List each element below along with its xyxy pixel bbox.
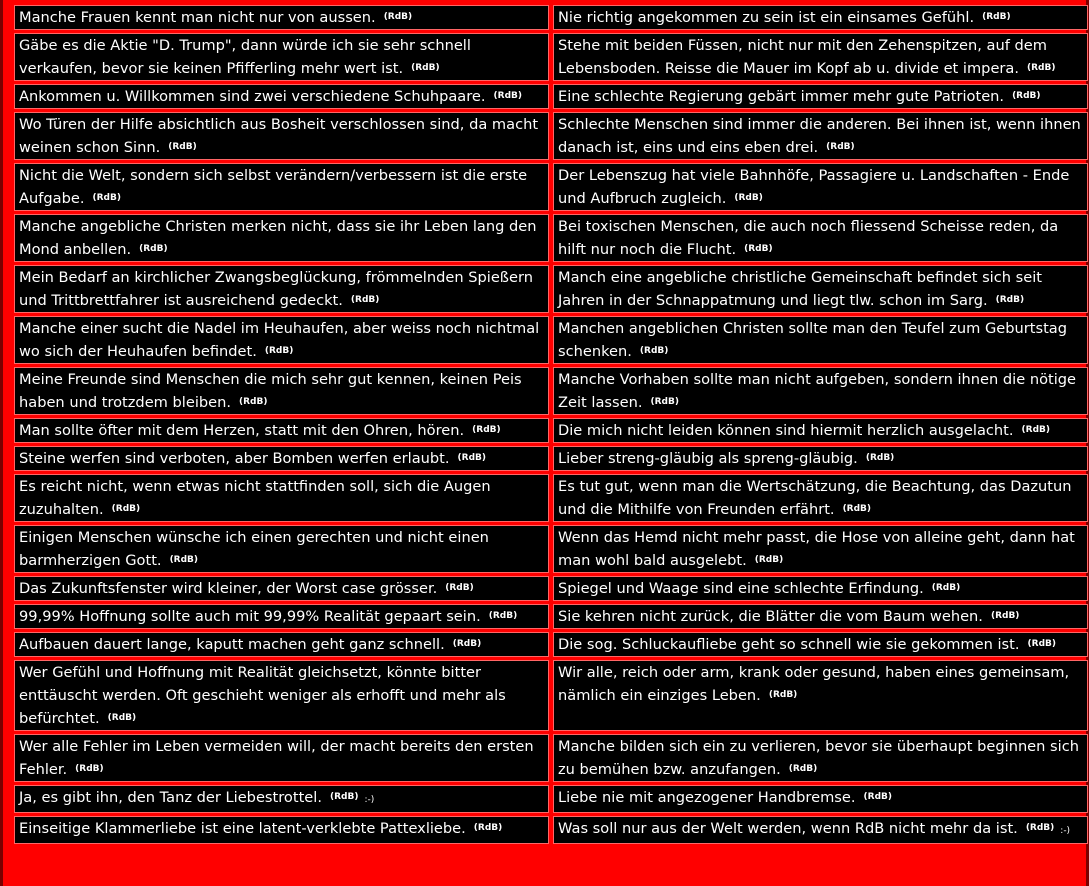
quote-cell-left bbox=[14, 660, 549, 731]
author-signature: (RdB) bbox=[744, 244, 773, 254]
quote-text: Ja, es gibt ihn, den Tanz der Liebestrottel. bbox=[19, 789, 322, 806]
quote-row bbox=[14, 785, 1088, 813]
quote-cell-left bbox=[14, 446, 549, 471]
quote-text: Es reicht nicht, wenn etwas nicht stattfinden soll, sich die Augen zuzuhalten. bbox=[19, 478, 491, 518]
quote-cell-right bbox=[553, 734, 1088, 782]
quote-cell-right bbox=[553, 265, 1088, 313]
quote-text: Sie kehren nicht zurück, die Blätter die vom Baum wehen. bbox=[558, 608, 983, 625]
quote-row bbox=[14, 84, 1088, 109]
author-signature: (RdB) bbox=[995, 295, 1025, 305]
quote-text: Wir alle, reich oder arm, krank oder gesund, haben eines gemeinsam, nämlich ein einziges Leben. bbox=[558, 664, 1070, 704]
quote-row bbox=[14, 446, 1088, 471]
quote-text: Die mich nicht leiden können sind hiermit herzlich ausgelacht. bbox=[558, 422, 1014, 439]
quote-cell-left bbox=[14, 604, 549, 629]
quote-text: Steine werfen sind verboten, aber Bomben werfen erlaubt. bbox=[19, 450, 450, 467]
quote-cell-left bbox=[14, 214, 549, 262]
author-signature: (RdB) bbox=[92, 193, 121, 203]
quote-cell-left bbox=[14, 5, 549, 30]
quote-cell-left bbox=[14, 84, 549, 109]
quote-text: Es tut gut, wenn man die Wertschätzung, die Beachtung, das Dazutun und die Mithilfe von Freunden erfährt. bbox=[558, 478, 1072, 518]
author-signature: (RdB) bbox=[842, 504, 872, 514]
quote-row bbox=[14, 5, 1088, 30]
quote-text: Das Zukunftsfenster wird kleiner, der Worst case grösser. bbox=[19, 580, 438, 597]
quote-text: Manche Vorhaben sollte man nicht aufgeben, sondern ihnen die nötige Zeit lassen. bbox=[558, 371, 1077, 411]
quote-cell-left bbox=[14, 367, 549, 415]
quote-text: Eine schlechte Regierung gebärt immer mehr gute Patrioten. bbox=[558, 88, 1005, 105]
author-signature: (RdB) bbox=[472, 425, 501, 435]
author-signature: (RdB) bbox=[239, 397, 268, 407]
quote-cell-left bbox=[14, 163, 549, 211]
quote-text: Manch eine angebliche christliche Gemeinschaft befindet sich seit Jahren in der Schnappatmung und liegt tlw. schon im Sarg. bbox=[558, 269, 1043, 309]
quotes-table-body bbox=[14, 5, 1088, 844]
author-signature: (RdB) bbox=[107, 713, 137, 723]
quote-cell-right bbox=[553, 418, 1088, 443]
quote-row bbox=[14, 660, 1088, 731]
quote-text: Lieber streng-gläubig als spreng-gläubig. bbox=[558, 450, 858, 467]
quote-text: 99,99% Hoffnung sollte auch mit 99,99% Realität gepaart sein. bbox=[19, 608, 481, 625]
author-signature: (RdB) bbox=[768, 690, 798, 700]
author-signature: (RdB) bbox=[168, 142, 197, 152]
quote-text: Schlechte Menschen sind immer die anderen. Bei ihnen ist, wenn ihnen danach ist, eins und eins eben drei. bbox=[558, 116, 1081, 156]
quote-row bbox=[14, 367, 1088, 415]
quote-cell-right bbox=[553, 316, 1088, 364]
author-signature: (RdB) bbox=[754, 555, 784, 565]
quote-cell-left bbox=[14, 112, 549, 160]
author-signature: (RdB) bbox=[1027, 639, 1056, 649]
quote-cell-right bbox=[553, 214, 1088, 262]
author-signature: (RdB) bbox=[411, 63, 440, 73]
quote-cell-left bbox=[14, 525, 549, 573]
quote-cell-right bbox=[553, 112, 1088, 160]
author-signature: (RdB) bbox=[473, 823, 503, 833]
author-signature: (RdB) bbox=[445, 583, 474, 593]
author-signature: (RdB) bbox=[1012, 91, 1041, 101]
quote-cell-right bbox=[553, 33, 1088, 81]
author-signature: (RdB) bbox=[329, 792, 359, 802]
author-signature: (RdB) bbox=[639, 346, 669, 356]
quote-text: Manche bilden sich ein zu verlieren, bevor sie überhaupt beginnen sich zu bemühen bzw. anzufangen. bbox=[558, 738, 1079, 778]
quote-cell-left bbox=[14, 632, 549, 657]
quote-row bbox=[14, 418, 1088, 443]
quote-text: Ankommen u. Willkommen sind zwei verschiedene Schuhpaare. bbox=[19, 88, 486, 105]
quote-text: Nie richtig angekommen zu sein ist ein einsames Gefühl. bbox=[558, 9, 975, 26]
quote-row bbox=[14, 632, 1088, 657]
quotes-table bbox=[10, 2, 1089, 847]
quote-cell-right bbox=[553, 446, 1088, 471]
quote-text: Gäbe es die Aktie "D. Trump", dann würde ich sie sehr schnell verkaufen, bevor sie keinen Pfifferling mehr wert ist. bbox=[19, 37, 471, 77]
quote-text: Wer Gefühl und Hoffnung mit Realität gleichsetzt, könnte bitter enttäuscht werden. Oft geschieht weniger als erhofft und mehr als befürchtet. bbox=[19, 664, 506, 727]
author-signature: (RdB) bbox=[452, 639, 482, 649]
quote-cell-right bbox=[553, 367, 1088, 415]
quote-cell-right bbox=[553, 576, 1088, 601]
quote-row bbox=[14, 163, 1088, 211]
quote-text: Stehe mit beiden Füssen, nicht nur mit den Zehenspitzen, auf dem Lebensboden. Reisse die Mauer im Kopf ab u. divide et impera. bbox=[558, 37, 1047, 77]
quote-row bbox=[14, 33, 1088, 81]
author-signature: (RdB) bbox=[788, 764, 818, 774]
quote-cell-right bbox=[553, 660, 1088, 731]
quote-cell-right bbox=[553, 163, 1088, 211]
quote-cell-left bbox=[14, 474, 549, 522]
quote-cell-left bbox=[14, 816, 549, 844]
quote-cell-right bbox=[553, 474, 1088, 522]
author-signature: (RdB) bbox=[734, 193, 763, 203]
quote-cell-right bbox=[553, 604, 1088, 629]
quote-text: Manche angebliche Christen merken nicht, dass sie ihr Leben lang den Mond anbellen. bbox=[19, 218, 537, 258]
author-signature: (RdB) bbox=[865, 453, 895, 463]
quote-cell-left bbox=[14, 265, 549, 313]
quote-row bbox=[14, 576, 1088, 601]
author-signature: (RdB) bbox=[169, 555, 199, 565]
quote-cell-left bbox=[14, 734, 549, 782]
quote-text: Manche einer sucht die Nadel im Heuhaufen, aber weiss noch nichtmal wo sich der Heuhaufen befindet. bbox=[19, 320, 540, 360]
quote-text: Die sog. Schluckaufliebe geht so schnell wie sie gekommen ist. bbox=[558, 636, 1020, 653]
quote-text: Einseitige Klammerliebe ist eine latent-verklebte Pattexliebe. bbox=[19, 820, 466, 837]
frame-stripe-left bbox=[0, 0, 3, 886]
quote-text: Wer alle Fehler im Leben vermeiden will, der macht bereits den ersten Fehler. bbox=[19, 738, 534, 778]
quote-cell-right bbox=[553, 632, 1088, 657]
quote-cell-left bbox=[14, 576, 549, 601]
author-signature: (RdB) bbox=[457, 453, 486, 463]
quote-row bbox=[14, 816, 1088, 844]
author-signature: (RdB) bbox=[350, 295, 380, 305]
quote-text: Der Lebenszug hat viele Bahnhöfe, Passagiere u. Landschaften - Ende und Aufbruch zugleich. bbox=[558, 167, 1070, 207]
quote-cell-left bbox=[14, 418, 549, 443]
author-signature: (RdB) bbox=[826, 142, 855, 152]
author-signature: (RdB) bbox=[75, 764, 104, 774]
quote-text: Nicht die Welt, sondern sich selbst verändern/verbessern ist die erste Aufgabe. bbox=[19, 167, 528, 207]
quote-row bbox=[14, 604, 1088, 629]
author-signature: (RdB) bbox=[650, 397, 679, 407]
quote-row bbox=[14, 525, 1088, 573]
quote-text: Man sollte öfter mit dem Herzen, statt mit den Ohren, hören. bbox=[19, 422, 465, 439]
quote-cell-right bbox=[553, 5, 1088, 30]
author-signature: (RdB) bbox=[139, 244, 168, 254]
quote-row bbox=[14, 265, 1088, 313]
author-signature: (RdB) bbox=[383, 12, 413, 22]
author-signature: (RdB) bbox=[493, 91, 523, 101]
author-signature: (RdB) bbox=[1027, 63, 1056, 73]
author-signature: (RdB) bbox=[1025, 823, 1055, 833]
author-signature: (RdB) bbox=[111, 504, 141, 514]
quote-row bbox=[14, 112, 1088, 160]
quote-text: Spiegel und Waage sind eine schlechte Erfindung. bbox=[558, 580, 924, 597]
author-signature: (RdB) bbox=[1021, 425, 1050, 435]
author-signature: (RdB) bbox=[990, 611, 1020, 621]
author-signature: (RdB) bbox=[488, 611, 518, 621]
quote-text: Mein Bedarf an kirchlicher Zwangsbeglückung, frömmelnden Spießern und Trittbrettfahrer ist ausreichend gedeckt. bbox=[19, 269, 533, 309]
quote-row bbox=[14, 734, 1088, 782]
author-signature: (RdB) bbox=[982, 12, 1011, 22]
quote-text: Aufbauen dauert lange, kaputt machen geht ganz schnell. bbox=[19, 636, 445, 653]
quote-text: Manche Frauen kennt man nicht nur von aussen. bbox=[19, 9, 376, 26]
quote-cell-left bbox=[14, 316, 549, 364]
quote-text: Wenn das Hemd nicht mehr passt, die Hose von alleine geht, dann hat man wohl bald ausgelebt. bbox=[558, 529, 1075, 569]
quote-cell-right bbox=[553, 84, 1088, 109]
quote-text: Bei toxischen Menschen, die auch noch fliessend Scheisse reden, da hilft nur noch die Flucht. bbox=[558, 218, 1059, 258]
quote-cell-left bbox=[14, 785, 549, 813]
quote-text: Meine Freunde sind Menschen die mich sehr gut kennen, keinen Peis haben und trotzdem bleiben. bbox=[19, 371, 522, 411]
quote-row bbox=[14, 474, 1088, 522]
quote-text: Liebe nie mit angezogener Handbremse. bbox=[558, 789, 856, 806]
quote-cell-left bbox=[14, 33, 549, 81]
author-signature: (RdB) bbox=[264, 346, 294, 356]
author-signature: (RdB) bbox=[863, 792, 892, 802]
smiley-emoticon: :-) bbox=[364, 795, 375, 805]
quote-cell-right bbox=[553, 816, 1088, 844]
quote-row bbox=[14, 316, 1088, 364]
author-signature: (RdB) bbox=[931, 583, 961, 593]
quote-text: Manchen angeblichen Christen sollte man den Teufel zum Geburtstag schenken. bbox=[558, 320, 1068, 360]
quote-row bbox=[14, 214, 1088, 262]
quote-cell-right bbox=[553, 785, 1088, 813]
quote-text: Wo Türen der Hilfe absichtlich aus Bosheit verschlossen sind, da macht weinen schon Sinn. bbox=[19, 116, 539, 156]
quote-text: Was soll nur aus der Welt werden, wenn RdB nicht mehr da ist. bbox=[558, 820, 1018, 837]
quote-cell-right bbox=[553, 525, 1088, 573]
quote-text: Einigen Menschen wünsche ich einen gerechten und nicht einen barmherzigen Gott. bbox=[19, 529, 489, 569]
smiley-emoticon: :-) bbox=[1060, 826, 1071, 836]
